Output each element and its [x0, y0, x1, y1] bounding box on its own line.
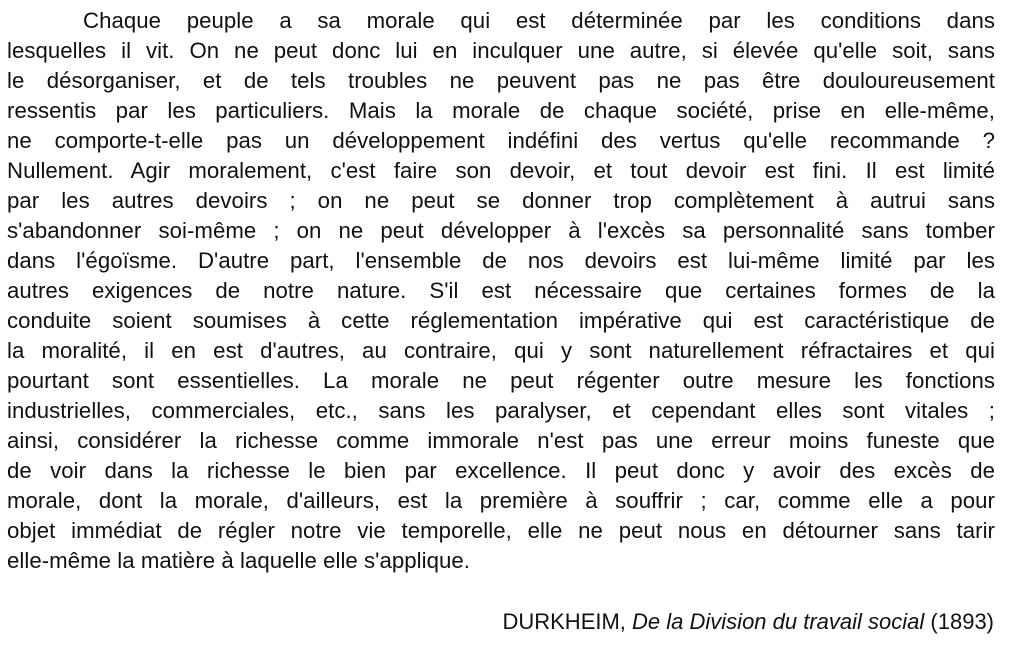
paragraph-line-13: pourtant sont essentielles. La morale ne peut régenter outre mesure les fonctions: [7, 368, 995, 393]
citation-title: De la Division du travail social: [632, 609, 925, 634]
paragraph-line-11: conduite soient soumises à cette réglementation impérative qui est caractéristique de: [7, 308, 995, 333]
citation-author: DURKHEIM,: [502, 609, 626, 634]
paragraph-line-16: de voir dans la richesse le bien par excellence. Il peut donc y avoir des excès de: [7, 458, 995, 483]
paragraph-line-5: ne comporte-t-elle pas un développement indéfini des vertus qu'elle recommande ?: [7, 128, 995, 153]
paragraph-line-18: objet immédiat de régler notre vie temporelle, elle ne peut nous en détourner sans tarir: [7, 518, 995, 543]
citation-year: (1893): [930, 609, 994, 634]
paragraph-line-15: ainsi, considérer la richesse comme immorale n'est pas une erreur moins funeste que: [7, 428, 995, 453]
paragraph-line-6: Nullement. Agir moralement, c'est faire son devoir, et tout devoir est fini. Il est limité: [7, 158, 995, 183]
paragraph-line-12: la moralité, il en est d'autres, au contraire, qui y sont naturellement réfractaires et qui: [7, 338, 995, 363]
paragraph-line-8: s'abandonner soi-même ; on ne peut développer à l'excès sa personnalité sans tomber: [7, 218, 995, 243]
paragraph-line-14: industrielles, commerciales, etc., sans les paralyser, et cependant elles sont vitales ;: [7, 398, 995, 423]
paragraph-line-1: Chaque peuple a sa morale qui est déterminée par les conditions dans: [83, 8, 995, 33]
paragraph-line-17: morale, dont la morale, d'ailleurs, est la première à souffrir ; car, comme elle a pour: [7, 488, 995, 513]
citation: [502, 607, 994, 637]
paragraph-line-9: dans l'égoïsme. D'autre part, l'ensemble de nos devoirs est lui-même limité par les: [7, 248, 995, 273]
paragraph-line-19: elle-même la matière à laquelle elle s'applique.: [7, 548, 470, 573]
paragraph-line-4: ressentis par les particuliers. Mais la morale de chaque société, prise en elle-même,: [7, 98, 995, 123]
document-body: [7, 6, 995, 576]
paragraph-line-10: autres exigences de notre nature. S'il est nécessaire que certaines formes de la: [7, 278, 995, 303]
paragraph-line-2: lesquelles il vit. On ne peut donc lui en inculquer une autre, si élevée qu'elle soit, sans: [7, 38, 995, 63]
paragraph-line-3: le désorganiser, et de tels troubles ne peuvent pas ne pas être douloureusement: [7, 68, 995, 93]
paragraph-line-7: par les autres devoirs ; on ne peut se donner trop complètement à autrui sans: [7, 188, 995, 213]
